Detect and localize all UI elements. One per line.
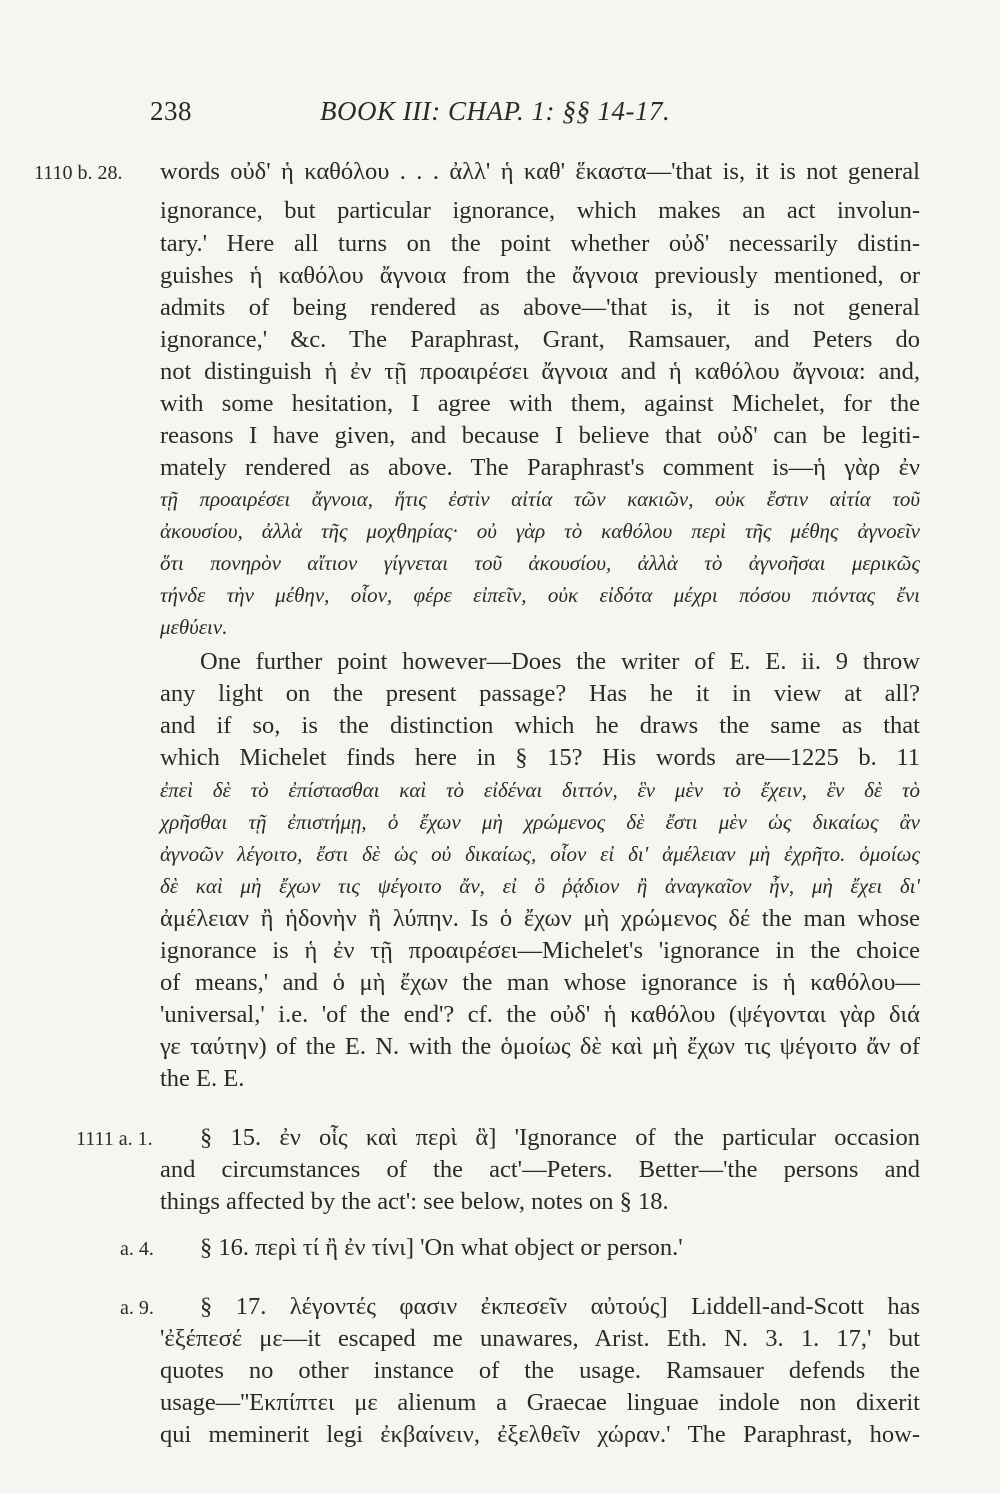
text-line: ignorance,' &c. The Paraphrast, Grant, Ramsauer, and Peters do [160, 326, 920, 353]
text-line: § 15. ἐν οἷς καὶ περὶ ἃ] 'Ignorance of the particular occasion [200, 1124, 920, 1151]
text-line: the E. E. [160, 1065, 245, 1092]
text-line: ἐπεὶ δὲ τὸ ἐπίστασθαι καὶ τὸ εἰδέναι διττόν, ἓν μὲν τὸ ἔχειν, ἓν δὲ τὸ [160, 778, 920, 802]
text-line: usage—''Εκπίπτει με alienum a Graecae linguae indole non dixerit [160, 1389, 920, 1416]
text-line: One further point however—Does the writer of E. E. ii. 9 throw [200, 648, 920, 675]
text-line: qui meminerit legi ἐκβαίνειν, ἐξελθεῖν χώραν.' The Paraphrast, how- [160, 1421, 920, 1448]
margin-reference: a. 9. [120, 1297, 154, 1319]
text-line: δὲ καὶ μὴ ἔχων τις ψέγοιτο ἄν, εἰ ὃ ῥᾴδιον ἢ ἀναγκαῖον ἦν, μὴ ἔχει δι' [160, 874, 920, 898]
text-line: admits of being rendered as above—'that is, it is not general [160, 294, 920, 321]
text-line: things affected by the act': see below, notes on § 18. [160, 1188, 669, 1215]
text-line: quotes no other instance of the usage. Ramsauer defends the [160, 1357, 920, 1384]
text-line: of means,' and ὁ μὴ ἔχων the man whose ignorance is ἡ καθόλου— [160, 969, 920, 996]
text-line: § 16. περὶ τί ἢ ἐν τίνι] 'On what object or person.' [200, 1234, 683, 1261]
running-title: BOOK III: CHAP. 1: §§ 14-17. [320, 96, 671, 126]
text-line: any light on the present passage? Has he it in view at all? [160, 680, 920, 707]
text-line: τήνδε τὴν μέθην, οἷον, φέρε εἰπεῖν, οὐκ εἰδότα μέχρι πόσου πιόντας ἔνι [160, 583, 920, 607]
text-line: guishes ἡ καθόλου ἄγνοια from the ἄγνοια previously mentioned, or [160, 262, 920, 289]
text-line: ignorance, but particular ignorance, which makes an act involun- [160, 197, 920, 224]
text-line: and if so, is the distinction which he draws the same as that [160, 712, 920, 739]
text-line: words οὐδ' ἡ καθόλου . . . ἀλλ' ἡ καθ' ἕκαστα—'that is, it is not general [160, 158, 920, 185]
margin-reference: a. 4. [120, 1238, 154, 1260]
text-line: τῇ προαιρέσει ἄγνοια, ἥτις ἐστὶν αἰτία τῶν κακιῶν, οὐκ ἔστιν αἰτία τοῦ [160, 487, 920, 511]
page-header [150, 96, 830, 127]
text-line: ἀκουσίου, ἀλλὰ τῆς μοχθηρίας· οὐ γὰρ τὸ καθόλου περὶ τῆς μέθης ἀγνοεῖν [160, 519, 920, 543]
text-line: and circumstances of the act'—Peters. Better—'the persons and [160, 1156, 920, 1183]
text-line: which Michelet finds here in § 15? His words are—1225 b. 11 [160, 744, 920, 771]
margin-reference: 1110 b. 28. [34, 162, 123, 184]
text-line: § 17. λέγοντές φασιν ἐκπεσεῖν αὐτούς] Liddell-and-Scott has [200, 1293, 920, 1320]
text-line: mately rendered as above. The Paraphrast's comment is—ἡ γὰρ ἐν [160, 454, 920, 481]
text-line: μεθύειν. [160, 615, 228, 639]
text-line: ἀγνοῶν λέγοιτο, ἔστι δὲ ὡς οὐ δικαίως, οἷον εἰ δι' ἀμέλειαν μὴ ἐχρῆτο. ὁμοίως [160, 842, 920, 866]
page-number: 238 [150, 96, 192, 126]
text-line: ἀμέλειαν ἢ ἡδονὴν ἢ λύπην. Is ὁ ἔχων μὴ χρώμενος δέ the man whose [160, 905, 920, 932]
text-line: ignorance is ἡ ἐν τῇ προαιρέσει—Michelet's 'ignorance in the choice [160, 937, 920, 964]
margin-reference: 1111 a. 1. [76, 1128, 153, 1150]
text-line: χρῆσθαι τῇ ἐπιστήμῃ, ὁ ἔχων μὴ χρώμενος δὲ ἔστι μὲν ὡς δικαίως ἂν [160, 810, 920, 834]
text-line: 'ἐξέπεσέ με—it escaped me unawares, Arist. Eth. N. 3. 1. 17,' but [160, 1325, 920, 1352]
text-line: ὅτι πονηρὸν αἴτιον γίγνεται τοῦ ἀκουσίου, ἀλλὰ τὸ ἀγνοῆσαι μερικῶς [160, 551, 920, 575]
text-line: γε ταύτην) of the E. N. with the ὁμοίως δὲ καὶ μὴ ἔχων τις ψέγοιτο ἄν of [160, 1033, 920, 1060]
text-line: 'universal,' i.e. 'of the end'? cf. the οὐδ' ἡ καθόλου (ψέγονται γὰρ διά [160, 1001, 920, 1028]
text-line: not distinguish ἡ ἐν τῇ προαιρέσει ἄγνοια and ἡ καθόλου ἄγνοια: and, [160, 358, 920, 385]
text-line: with some hesitation, I agree with them, against Michelet, for the [160, 390, 920, 417]
text-line: reasons I have given, and because I believe that οὐδ' can be legiti- [160, 422, 920, 449]
text-line: tary.' Here all turns on the point whether οὐδ' necessarily distin- [160, 230, 920, 257]
